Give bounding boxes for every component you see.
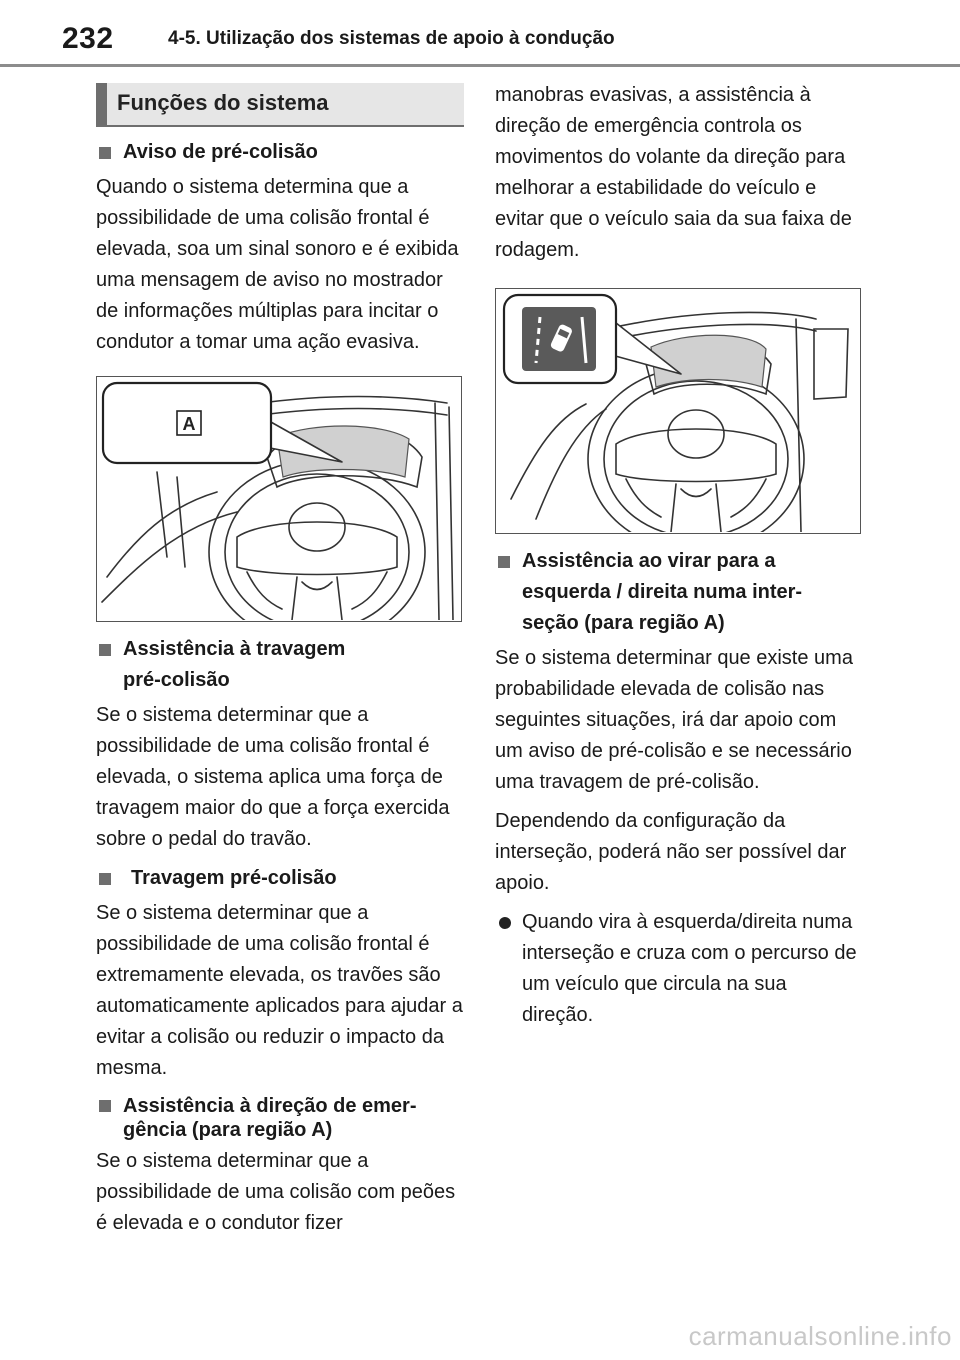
header-divider xyxy=(0,64,960,67)
pre-collision-warning-text: Quando o sistema determina que a possibilidade de uma colisão frontal é elevada, soa um sinal sonoro e é exibida uma mensagem de aviso no mostrador de informações múltiplas para incitar o condutor a tomar uma ação evasiva. xyxy=(96,176,459,353)
lane-departure-warning-icon xyxy=(522,307,596,371)
section-heading xyxy=(96,83,464,127)
dashboard-illustration-lane xyxy=(496,289,859,532)
emergency-steering-text: Se o sistema determinar que a possibilidade de uma colisão com peões é elevada e o condutor fizer xyxy=(96,1150,456,1234)
right-column xyxy=(495,80,863,1031)
left-column xyxy=(96,80,464,1247)
section-title: Funções do sistema xyxy=(117,90,329,115)
subheading-emergency-steering: Assistência à direção de emer- gência (para região A) xyxy=(96,1094,464,1142)
watermark-text: carmanualsonline.info xyxy=(688,1321,952,1351)
figure-dashboard-display xyxy=(96,376,462,622)
subheading-pre-collision-braking: Travagem pré-colisão xyxy=(96,863,464,894)
intersection-assist-text: Se o sistema determinar que existe uma probabilidade elevada de colisão nas seguintes situações, irá dar apoio com um aviso de pré-colisão e se necessário uma travagem de pré-colisão. xyxy=(495,647,853,793)
subheading-brake-assist: Assistência à travagem pré-colisão xyxy=(96,634,464,696)
subheading-intersection-assist: Assistência ao virar para a esquerda / direita numa inter- seção (para região A) xyxy=(495,546,863,639)
page-header xyxy=(0,0,960,70)
intersection-assist-note: Dependendo da configuração da interseção, poderá não ser possível dar apoio. xyxy=(495,810,847,894)
callout-label: A xyxy=(182,414,196,434)
emergency-steering-text-continued: manobras evasivas, a assistência à direção de emergência controla os movimentos do volante da direção para melhorar a estabilidade do veículo e evitar que o veículo saia da sua faixa de rodagem. xyxy=(495,84,852,261)
list-item-turning-case: Quando vira à esquerda/direita numa interseção e cruza com o percurso de um veículo que circula na sua direção. xyxy=(495,907,863,1031)
page-number: 232 xyxy=(62,22,114,55)
display-highlight xyxy=(651,335,766,387)
brake-assist-text: Se o sistema determinar que a possibilidade de uma colisão frontal é elevada, o sistema aplica uma força de travagem maior do que a força exercida sobre o pedal do travão. xyxy=(96,704,450,850)
chapter-title: 4-5. Utilização dos sistemas de apoio à condução xyxy=(168,28,615,49)
pre-collision-braking-text: Se o sistema determinar que a possibilidade de uma colisão frontal é extremamente elevada, os travões são automaticamente aplicados para ajudar a evitar a colisão ou reduzir o impacto da mesma. xyxy=(96,902,463,1079)
subheading-pre-collision-warning: Aviso de pré-colisão xyxy=(96,137,464,168)
figure-lane-icon-display xyxy=(495,288,861,534)
dashboard-illustration xyxy=(97,377,460,620)
